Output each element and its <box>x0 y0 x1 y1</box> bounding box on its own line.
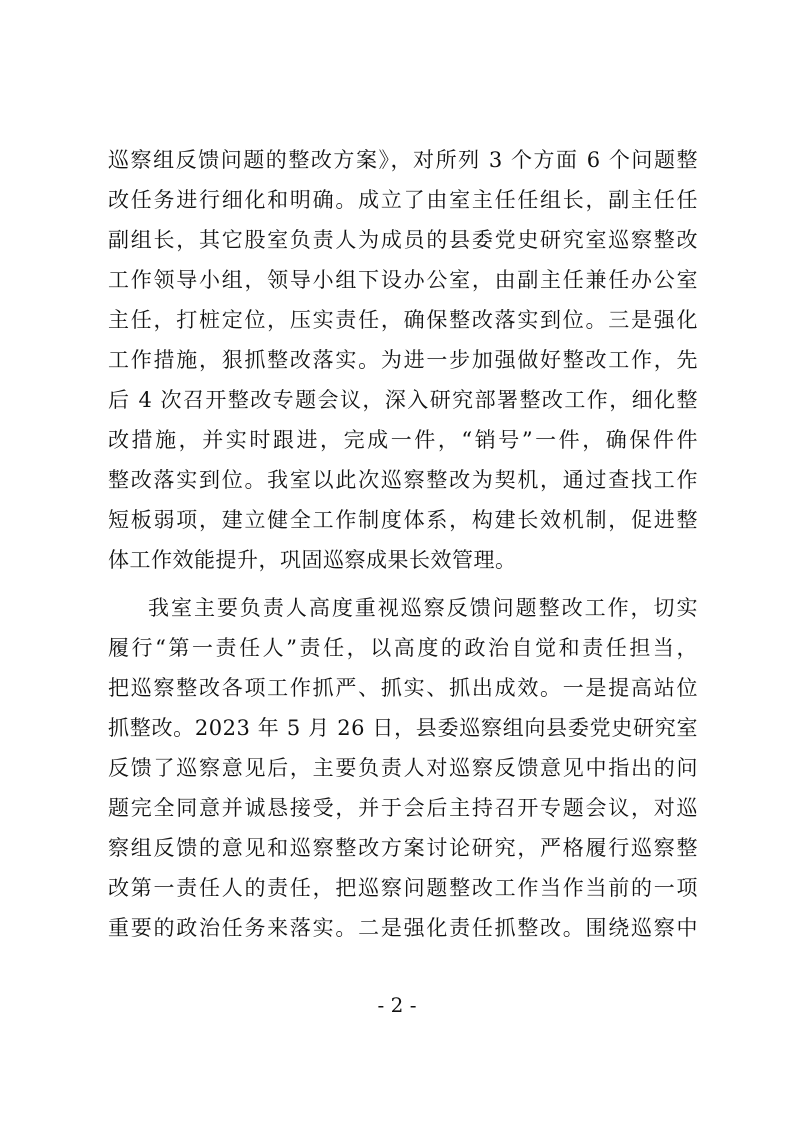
text-line: 工作措施，狠抓整改落实。为进一步加强做好整改工作，先 <box>108 348 698 372</box>
text-line: 工作领导小组，领导小组下设办公室，由副主任兼任办公室 <box>108 268 698 292</box>
text-line: 副组长，其它股室负责人为成员的县委党史研究室巡察整改 <box>108 228 698 252</box>
text-line: 我室主要负责人高度重视巡察反馈问题整改工作，切实 <box>148 596 698 620</box>
text-line: 后 4 次召开整改专题会议，深入研究部署整改工作，细化整 <box>108 388 698 412</box>
text-line: 整改落实到位。我室以此次巡察整改为契机，通过查找工作 <box>108 468 698 492</box>
text-line: 重要的政治任务来落实。二是强化责任抓整改。围绕巡察中 <box>108 916 698 940</box>
text-line: 题完全同意并诚恳接受，并于会后主持召开专题会议，对巡 <box>108 796 698 820</box>
text-line: 改措施，并实时跟进，完成一件，“销号”一件，确保件件 <box>108 428 698 452</box>
text-line: 改任务进行细化和明确。成立了由室主任任组长，副主任任 <box>108 188 698 212</box>
text-line: 把巡察整改各项工作抓严、抓实、抓出成效。一是提高站位 <box>108 676 698 700</box>
text-line: 察组反馈的意见和巡察整改方案讨论研究，严格履行巡察整 <box>108 836 698 860</box>
text-line: 抓整改。2023 年 5 月 26 日，县委巡察组向县委党史研究室 <box>108 716 698 740</box>
text-line: 体工作效能提升，巩固巡察成果长效管理。 <box>108 548 517 572</box>
text-line: 反馈了巡察意见后，主要负责人对巡察反馈意见中指出的问 <box>108 756 698 780</box>
text-line: 短板弱项，建立健全工作制度体系，构建长效机制，促进整 <box>108 508 698 532</box>
text-line: 改第一责任人的责任，把巡察问题整改工作当作当前的一项 <box>108 876 698 900</box>
text-line: 巡察组反馈问题的整改方案》，对所列 3 个方面 6 个问题整 <box>108 148 698 172</box>
page-number: - 2 - <box>377 993 417 1017</box>
text-line: 履行“第一责任人”责任，以高度的政治自觉和责任担当， <box>108 636 698 660</box>
text-line: 主任，打桩定位，压实责任，确保整改落实到位。三是强化 <box>108 308 698 332</box>
